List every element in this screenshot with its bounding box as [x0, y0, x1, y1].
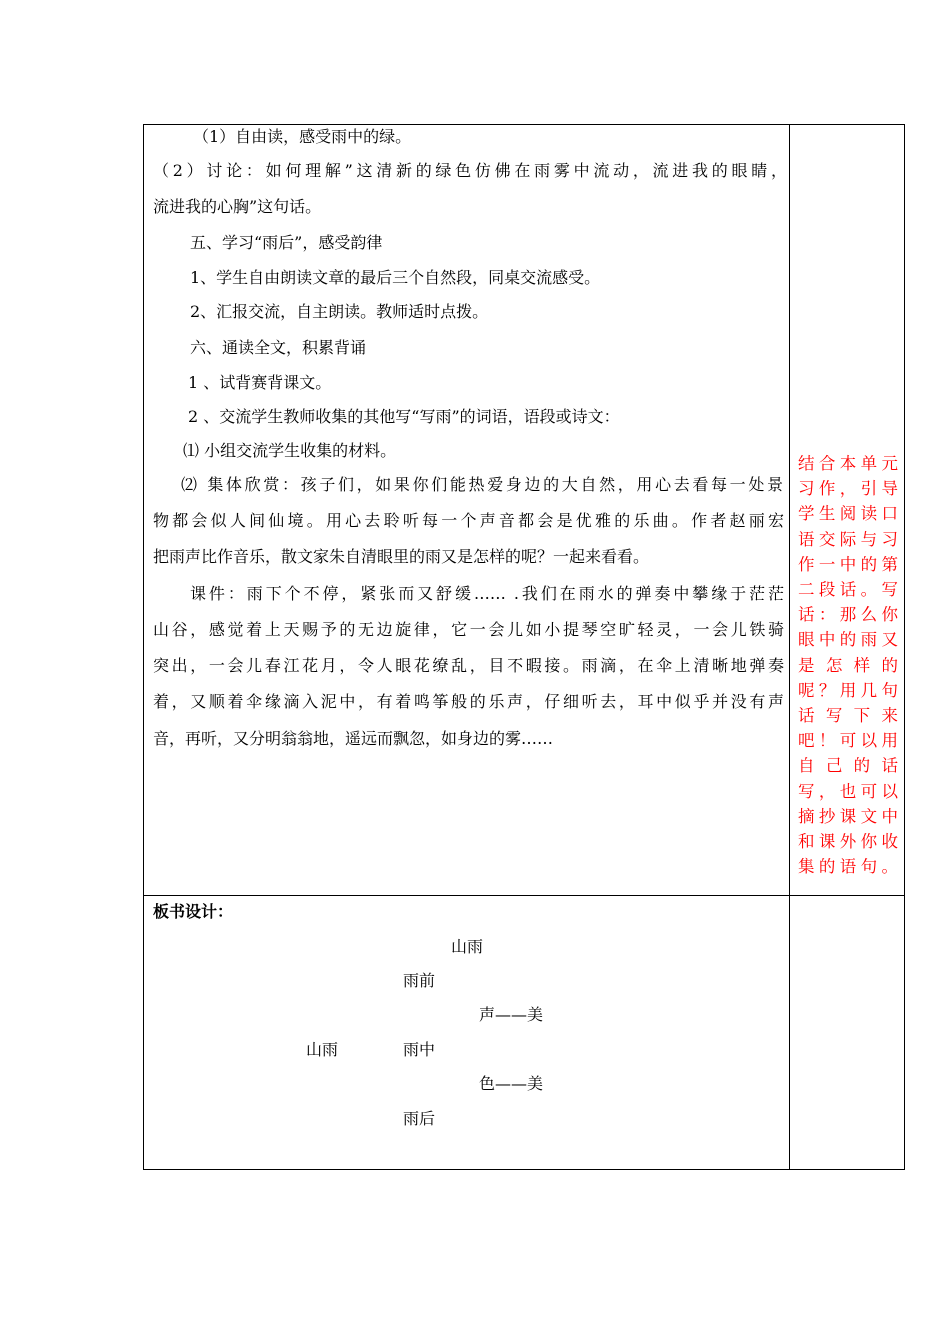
lesson-line: 物都会似人间仙境。用心去聆听每一个声音都会是优雅的乐曲。作者赵丽宏 [153, 511, 784, 530]
board-after: 雨后 [403, 1109, 436, 1128]
lesson-line: （2）讨论：如何理解”这清新的绿色仿佛在雨雾中流动，流进我的眼睛， [153, 161, 787, 180]
note-line: 二段话。写 [798, 580, 898, 600]
board-title: 板书设计： [153, 902, 234, 921]
column-divider [789, 124, 790, 1170]
lesson-line: 2 、交流学生教师收集的其他写“写雨”的词语，语段或诗文： [188, 407, 620, 426]
note-line: 话：那么你 [798, 605, 898, 625]
lesson-line: （1）自由读，感受雨中的绿。 [193, 127, 412, 146]
board-before: 雨前 [403, 971, 436, 990]
lesson-line: 把雨声比作音乐，散文家朱自清眼里的雨又是怎样的呢？一起来看看。 [153, 547, 650, 566]
lesson-line: 山谷，感觉着上天赐予的无边旋律，它一会儿如小提琴空旷轻灵，一会儿铁骑 [153, 620, 784, 639]
section-heading: 五、学习“雨后”，感受韵律 [190, 233, 383, 252]
row-divider [143, 895, 905, 896]
lesson-line: 1、学生自由朗读文章的最后三个自然段，同桌交流感受。 [190, 268, 601, 287]
lesson-line: 音，再听，又分明翁翁地，遥远而飘忽，如身边的雾…… [153, 729, 554, 748]
teacher-note [798, 451, 898, 879]
lesson-line: 课件：雨下个不停，紧张而又舒缓…… .我们在雨水的弹奏中攀缘于茫茫 [190, 584, 784, 603]
board-color: 色——美 [479, 1074, 544, 1093]
section-heading: 六、通读全文，积累背诵 [190, 338, 367, 357]
note-line: 习作，引导 [798, 479, 898, 499]
board-left-title: 山雨 [306, 1040, 339, 1059]
note-line: 话 写 下 来 [798, 706, 898, 726]
note-line: 和课外你收 [798, 832, 898, 852]
board-middle: 雨中 [403, 1040, 436, 1059]
lesson-line: 2、汇报交流，自主朗读。教师适时点拨。 [190, 302, 489, 321]
lesson-line: ⑵ 集体欣赏：孩子们，如果你们能热爱身边的大自然，用心去看每一处景 [181, 475, 783, 494]
note-line: 集的语句。 [798, 857, 898, 877]
note-line: 学生阅读口 [798, 504, 898, 524]
note-line: 语交际与习 [798, 529, 898, 549]
board-top-title: 山雨 [451, 937, 484, 956]
board-sound: 声——美 [479, 1005, 544, 1024]
lesson-line: ⑴ 小组交流学生收集的材料。 [183, 441, 397, 460]
lesson-line: 1 、试背赛背课文。 [188, 373, 332, 392]
lesson-line: 突出，一会儿春江花月，令人眼花缭乱，目不暇接。雨滴，在伞上清晰地弹奏 [153, 656, 784, 675]
note-line: 结合本单元 [798, 454, 898, 473]
lesson-line: 流进我的心胸”这句话。 [153, 197, 322, 216]
note-line: 是 怎 样 的 [798, 655, 898, 675]
note-line: 自 己 的 话 [798, 756, 898, 776]
note-line: 呢？用几句 [798, 680, 898, 700]
note-line: 作一中的第 [798, 554, 898, 574]
note-line: 吧！可以用 [798, 731, 898, 751]
note-line: 摘抄课文中 [798, 806, 898, 826]
note-line: 眼中的雨又 [798, 630, 898, 650]
note-line: 写，也可以 [798, 781, 898, 801]
lesson-line: 着，又顺着伞缘滴入泥中，有着鸣筝般的乐声，仔细听去，耳中似乎并没有声 [153, 692, 784, 711]
